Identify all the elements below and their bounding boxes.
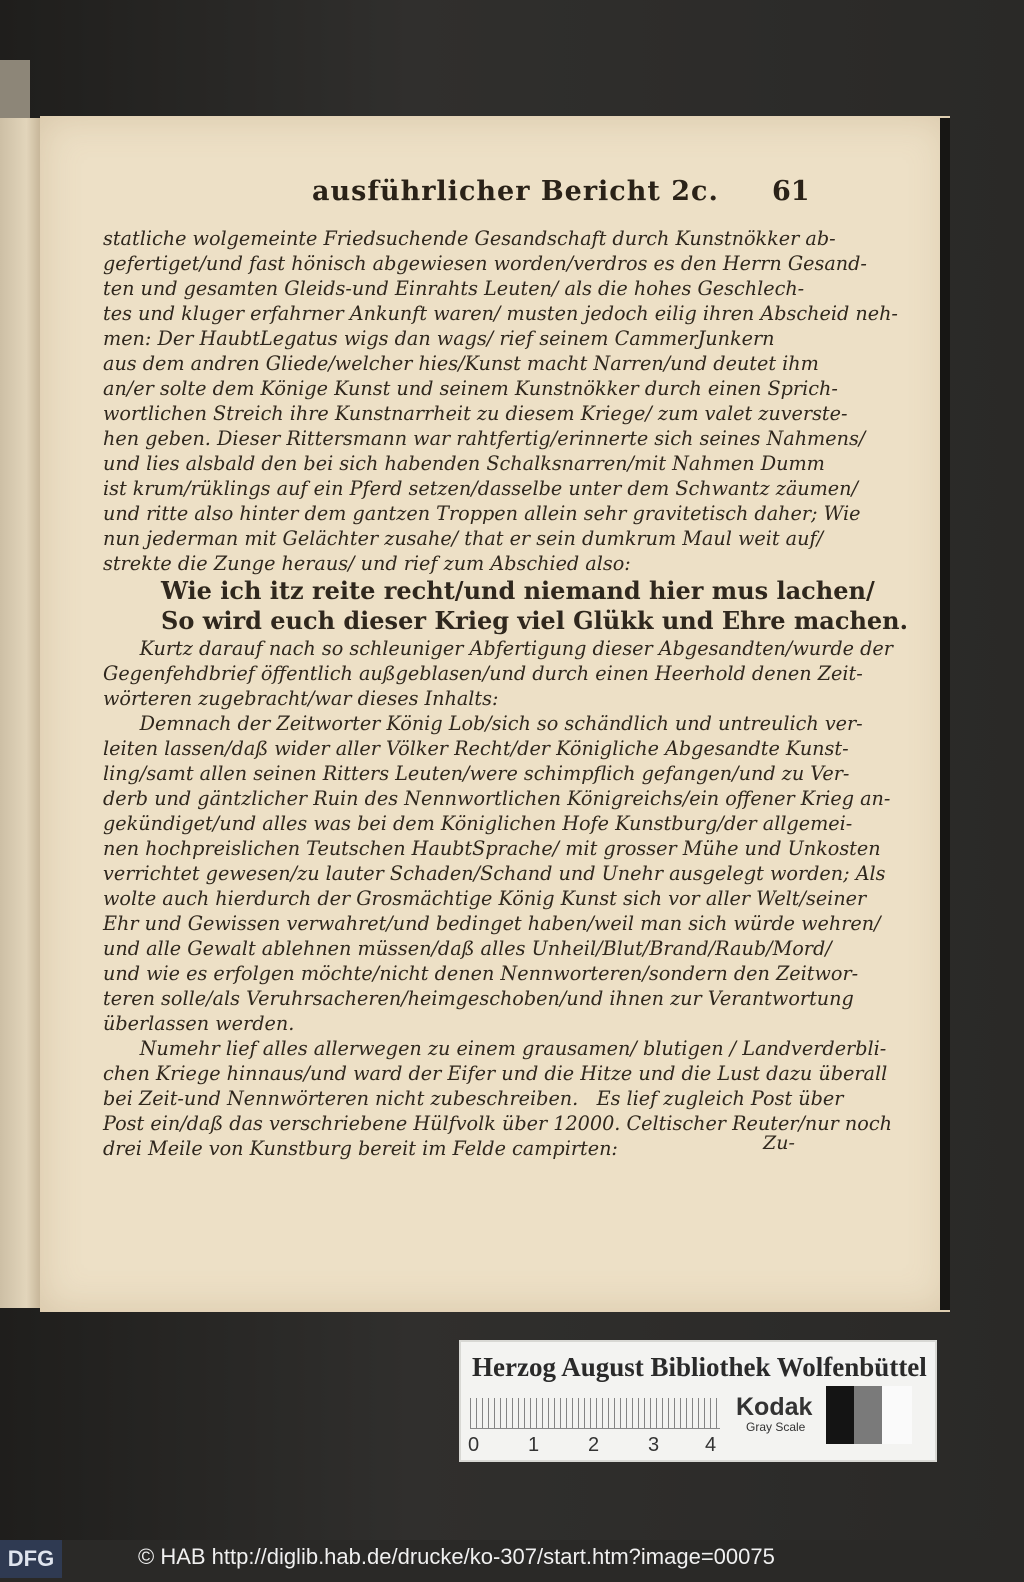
- text-line: teren solle/als Veruhrsacheren/heimgeschoben/und ihnen zur Verantwortung: [103, 987, 854, 1010]
- text-line: wolte auch hierdurch der Grosmächtige König Kunst sich vor aller Welt/seiner: [103, 887, 867, 910]
- text-line: men: Der HaubtLegatus wigs dan wags/ rief seinem CammerJunkern: [103, 327, 775, 350]
- text-line: verrichtet gewesen/zu lauter Schaden/Schand und Unehr ausgelegt worden; Als: [103, 862, 886, 885]
- text-line: hen geben. Dieser Rittersmann war rahtfertig/erinnerte sich seines Nahmens/: [103, 427, 866, 450]
- ruler-number: 1: [528, 1434, 540, 1456]
- text-line: drei Meile von Kunstburg bereit im Felde campirten:: [103, 1137, 618, 1160]
- ruler-number: 0: [468, 1434, 480, 1456]
- catchword: Zu-: [763, 1132, 795, 1154]
- text-line: ist krum/rüklings auf ein Pferd setzen/dasselbe unter dem Schwantz zäumen/: [103, 477, 858, 500]
- text-line: tes und kluger erfahrner Ankunft waren/ musten jedoch eilig ihren Abscheid neh-: [103, 302, 898, 325]
- black-swatch: [826, 1386, 854, 1444]
- text-line: statliche wolgemeinte Friedsuchende Gesandschaft durch Kunstnökker ab-: [103, 227, 836, 250]
- ruler-ticks: [470, 1398, 720, 1428]
- text-line: wörteren zugebracht/war dieses Inhalts:: [103, 687, 499, 710]
- text-line: und wie es erfolgen möchte/nicht denen Nennworteren/sondern den Zeitwor-: [103, 962, 859, 985]
- text-line: chen Kriege hinnaus/und ward der Eifer und die Hitze und die Lust dazu überall: [103, 1062, 888, 1085]
- text-line: Gegenfehdbrief öffentlich außgeblasen/und durch einen Heerhold denen Zeit-: [103, 662, 863, 685]
- text-line: aus dem andren Gliede/welcher hies/Kunst macht Narren/und deutet ihm: [103, 352, 819, 375]
- text-line: Ehr und Gewissen verwahret/und bedinget haben/weil man sich würde wehren/: [103, 912, 881, 935]
- text-line: und lies alsbald den bei sich habenden Schalksnarren/mit Nahmen Dumm: [103, 452, 825, 475]
- gray-scale-label: Gray Scale: [746, 1420, 806, 1434]
- text-line: und alle Gewalt ablehnen müssen/daß alles Unheil/Blut/Brand/Raub/Mord/: [103, 937, 832, 960]
- text-line: Numehr lief alles allerwegen zu einem grausamen/ blutigen / Landverderbli-: [103, 1037, 887, 1060]
- ruler-number: 3: [648, 1434, 660, 1456]
- facing-page-edge: [0, 118, 44, 1308]
- text-line: ling/samt allen seinen Ritters Leuten/were schimpflich gefangen/und zu Ver-: [103, 762, 850, 785]
- text-line: gekündiget/und alles was bei dem Königlichen Hofe Kunstburg/der allgemei-: [103, 812, 853, 835]
- verse-line: Wie ich itz reite recht/und niemand hier mus lachen/: [161, 576, 875, 605]
- verse-line: So wird euch dieser Krieg viel Glükk und Ehre machen.: [161, 606, 908, 635]
- text-line: derb und gäntzlicher Ruin des Nennwortlichen Königreichs/ein offener Krieg an-: [103, 787, 891, 810]
- ruler-number: 4: [705, 1434, 717, 1456]
- text-line: an/er solte dem Könige Kunst und seinem Kunstnökker durch einen Sprich-: [103, 377, 838, 400]
- text-line: gefertiget/und fast hönisch abgewiesen worden/verdros es den Herrn Gesand-: [103, 252, 867, 275]
- text-line: nun jederman mit Gelächter zusahe/ that er sein dumkrum Maul weit auf/: [103, 527, 824, 550]
- text-line: ten und gesamten Gleids-und Einrahts Leuten/ als die hohes Geschlech-: [103, 277, 805, 300]
- text-line: Post ein/daß das verschriebene Hülfvolk über 12000. Celtischer Reuter/nur noch: [103, 1112, 892, 1135]
- copyright-link[interactable]: © HAB http://diglib.hab.de/drucke/ko-307/start.htm?image=00075: [138, 1544, 775, 1569]
- ruler: [470, 1390, 720, 1429]
- text-line: strekte die Zunge heraus/ und rief zum Abschied also:: [103, 552, 631, 575]
- dfg-logo: DFG: [0, 1540, 62, 1578]
- text-line: nen hochpreislichen Teutschen HaubtSprache/ mit grosser Mühe und Unkosten: [103, 837, 881, 860]
- text-line: wortlichen Streich ihre Kunstnarrheit zu diesem Kriege/ zum valet zuverste-: [103, 402, 848, 425]
- library-name: Herzog August Bibliothek Wolfenbüttel: [472, 1352, 927, 1382]
- text-line: bei Zeit-und Nennwörteren nicht zubeschreiben. Es lief zugleich Post über: [103, 1087, 844, 1110]
- text-line: und ritte also hinter dem gantzen Troppen allein sehr gravitetisch daher; Wie: [103, 502, 861, 525]
- kodak-logo: Kodak: [736, 1393, 813, 1421]
- running-head: ausführlicher Bericht 2c.: [312, 176, 719, 207]
- text-line: Demnach der Zeitworter König Lob/sich so schändlich und untreulich ver-: [103, 712, 863, 735]
- text-line: Kurtz darauf nach so schleuniger Abfertigung dieser Abgesandten/wurde der: [103, 637, 893, 660]
- ruler-number: 2: [588, 1434, 600, 1456]
- text-line: leiten lassen/daß wider aller Völker Recht/der Königliche Abgesandte Kunst-: [103, 737, 849, 760]
- white-swatch: [882, 1386, 912, 1444]
- page-body: [103, 226, 908, 1161]
- gray-swatch: [854, 1386, 882, 1444]
- page-shadow: [940, 118, 950, 1310]
- text-line: überlassen werden.: [103, 1012, 295, 1035]
- page-number: 61: [772, 176, 810, 207]
